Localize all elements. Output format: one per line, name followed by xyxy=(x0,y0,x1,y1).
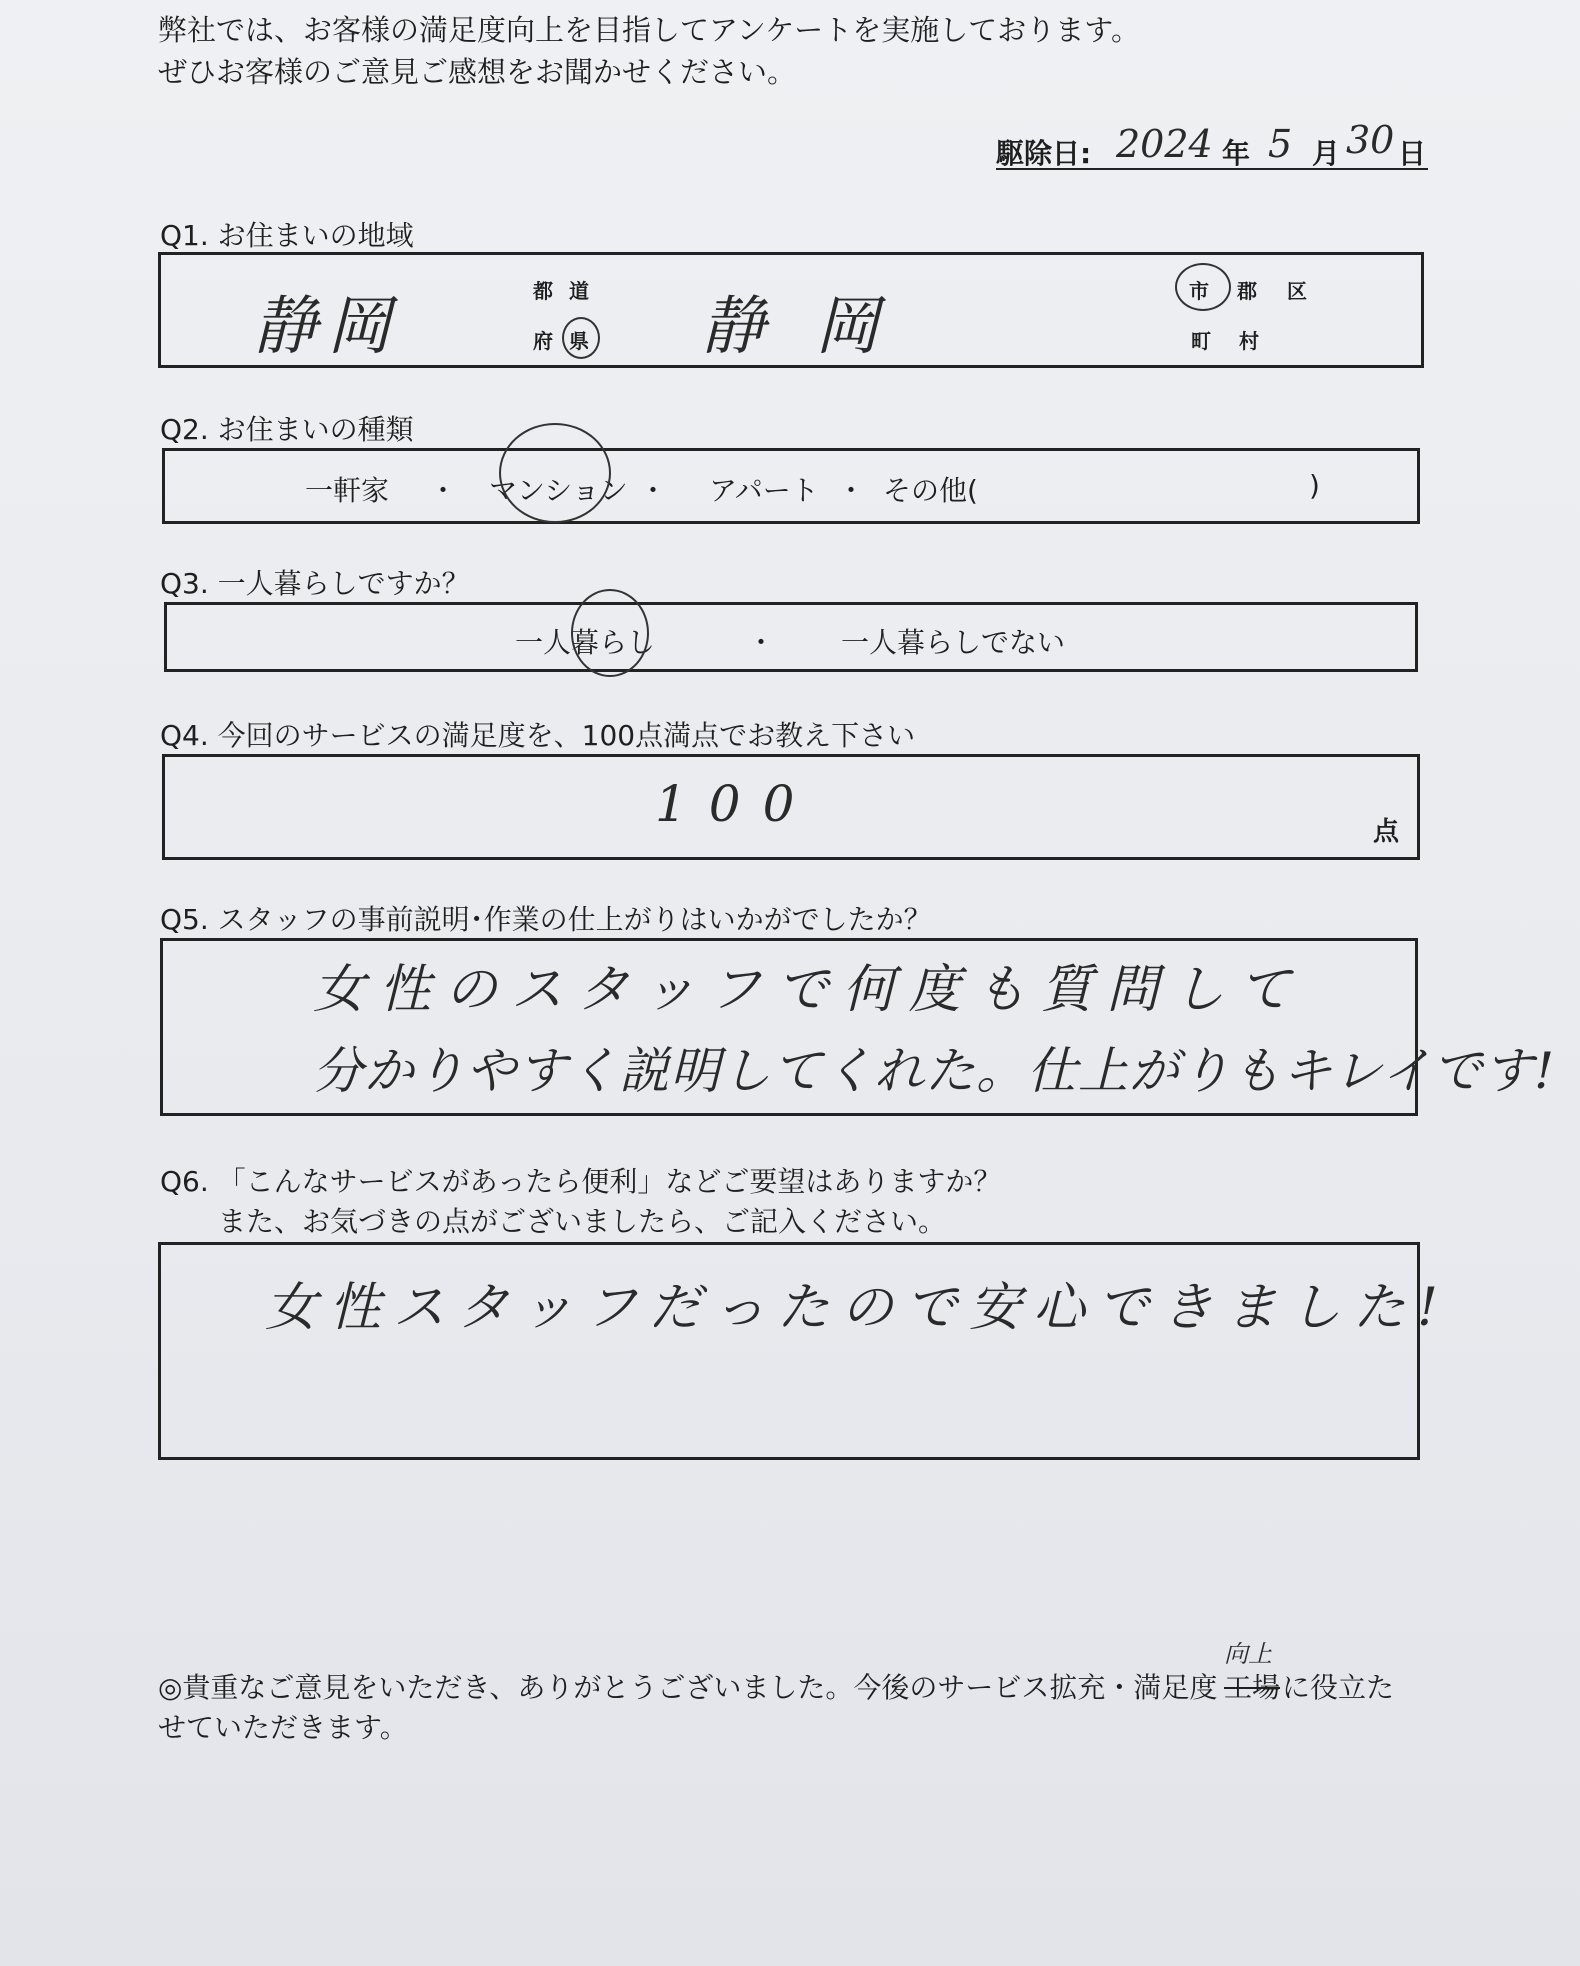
q3-separator: ・ xyxy=(747,626,776,659)
footer-correction: 向上 xyxy=(1224,1640,1272,1668)
q2-separator-2: ・ xyxy=(639,474,668,507)
q1-title: Q1. お住まいの地域 xyxy=(160,219,414,252)
q2-selected-circle xyxy=(499,423,611,523)
q2-option-house: 一軒家 xyxy=(305,474,390,507)
q5-answer-line-2: 分かりやすく説明してくれた。仕上がりもキレイです! xyxy=(313,1042,1556,1100)
q3-title: Q3. 一人暮らしですか？ xyxy=(160,567,470,600)
city-unit-ku: 区 xyxy=(1287,279,1307,303)
q2-option-mansion: マンション xyxy=(489,474,628,507)
q5-answer-box xyxy=(160,938,1556,1116)
q2-separator-3: ・ xyxy=(837,474,866,507)
city-unit-selected-circle xyxy=(1175,263,1231,311)
date-year-unit: 年 xyxy=(1222,137,1251,170)
q2-separator-1: ・ xyxy=(429,474,458,507)
q1-prefecture: 静岡 xyxy=(253,290,401,364)
date-day: 30 xyxy=(1346,118,1395,162)
pref-unit-to: 都 xyxy=(533,279,553,303)
city-unit-gun: 郡 xyxy=(1237,279,1257,303)
date-row xyxy=(996,118,1428,170)
footer-text-a: ◎貴重なご意見をいただき、ありがとうございました。今後のサービス拡充・満足度 xyxy=(158,1671,1218,1704)
city-unit-machi: 町 xyxy=(1191,329,1211,353)
q3-option-alone: 一人暮らし xyxy=(515,626,656,659)
q3-option-not-alone: 一人暮らしでない xyxy=(841,626,1066,659)
q4-title: Q4. 今回のサービスの満足度を、100点満点でお教え下さい xyxy=(160,719,916,752)
q2-option-apartment: アパート xyxy=(709,474,819,507)
date-year: 2024 xyxy=(1116,122,1213,166)
footer-line-2: せていただきます。 xyxy=(158,1711,408,1744)
footer-text-b: に役立た xyxy=(1282,1671,1395,1704)
date-day-unit: 日 xyxy=(1398,137,1427,170)
q2-close-paren: ) xyxy=(1309,469,1320,502)
q5-answer-line-1: 女性のスタッフで何度も質問して xyxy=(313,960,1305,1020)
q6-title-line-1: Q6. 「こんなサービスがあったら便利」などご要望はありますか？ xyxy=(160,1165,1002,1198)
q4-answer-box xyxy=(162,754,1420,860)
pref-unit-fu: 府 xyxy=(533,329,553,353)
q3-answer-box xyxy=(164,602,1418,672)
q6-answer-box xyxy=(158,1242,1450,1460)
q2-answer-box xyxy=(162,448,1420,524)
q1-answer-box xyxy=(158,252,1424,368)
city-unit-shi: 市 xyxy=(1189,279,1209,303)
q3-selected-circle xyxy=(571,589,649,677)
q1-city: 静岡 xyxy=(701,290,929,364)
q6-title-line-2: また、お気づきの点がございましたら、ご記入ください。 xyxy=(218,1205,947,1238)
q4-score: 100 xyxy=(655,775,817,833)
q5-title: Q5. スタッフの事前説明･作業の仕上がりはいかがでしたか？ xyxy=(160,903,932,936)
city-unit-mura: 村 xyxy=(1239,329,1259,353)
q2-title: Q2. お住まいの種類 xyxy=(160,413,414,446)
footer-line-1 xyxy=(158,1640,1458,1710)
pref-unit-ken: 県 xyxy=(569,329,589,353)
q2-option-other: その他( xyxy=(883,474,978,507)
date-month-unit: 月 xyxy=(1312,137,1341,170)
date-month: 5 xyxy=(1268,122,1293,166)
intro-line-2: ぜひお客様のご意見ご感想をお聞かせください。 xyxy=(158,55,797,89)
pref-unit-selected-circle xyxy=(562,317,600,359)
date-label: 駆除日: xyxy=(996,137,1092,170)
q4-unit: 点 xyxy=(1373,817,1400,847)
q6-answer: 女性スタッフだったので安心できました! xyxy=(265,1278,1450,1338)
intro-line-1: 弊社では、お客様の満足度向上を目指してアンケートを実施しております。 xyxy=(158,13,1140,47)
pref-unit-do: 道 xyxy=(569,279,589,303)
footer-struck-word: 工場 xyxy=(1224,1671,1281,1704)
